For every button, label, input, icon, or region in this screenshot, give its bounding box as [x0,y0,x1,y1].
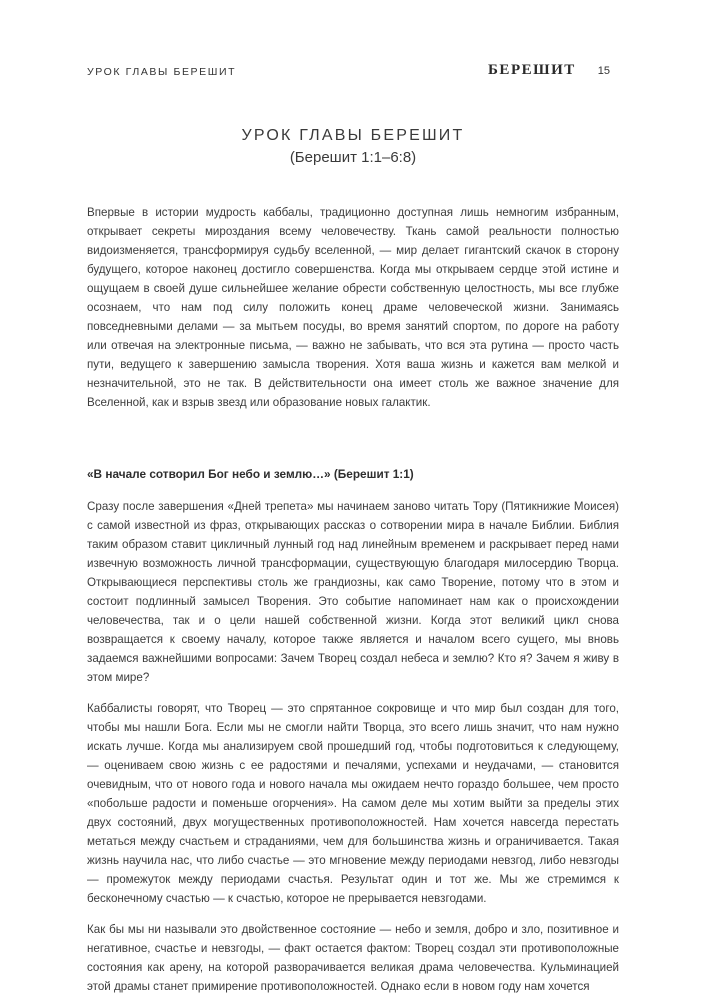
body-paragraph: Сразу после завершения «Дней трепета» мы начинаем заново читать Тору (Пятикнижие Моисея) с самой известной из фраз, открывающих рассказ о сотворении мира в начале Библии. Библия таким образом ставит цикличный лунный год над линейным временем и раскрывает перед нами извечную возможность личной трансформации, существующую благодаря милосердию Творца. Открывающиеся перспективы столь же грандиозны, как само Творение, потому что в этом и состоит подлинный замысел Творения. Это событие напоминает нам как о происхождении человечества, так и о цели нашей собственной жизни. Когда этот великий цикл снова возвращается к своему началу, которое также является и началом всего сущего, мы вновь задаемся важнейшими вопросами: Зачем Творец создал небеса и землю? Кто я? Зачем я живу в этом мире? [87,500,619,684]
chapter-title: УРОК ГЛАВЫ БЕРЕШИТ [241,127,465,144]
book-title: БЕРЕШИТ [488,62,576,78]
header-right [488,62,610,79]
section-heading: «В начале сотворил Бог небо и землю…» (Берешит 1:1) [87,467,414,481]
section-body [87,497,619,996]
running-header: УРОК ГЛАВЫ БЕРЕШИТ [87,66,237,78]
chapter-heading [0,125,706,169]
page-number: 15 [597,65,610,77]
body-paragraph: Каббалисты говорят, что Творец — это спрятанное сокровище и что мир был создан для того, чтобы мы нашли Бога. Если мы не смогли найти Творца, это всего лишь значит, что нам нужно искать лучше. Когда мы анализируем свой прошедший год, чтобы подготовиться к следующему, — оцениваем свою жизнь с ее радостями и печалями, успехами и неудачами, — становится очевидным, что от нового года и нового начала мы ожидаем нечто гораздо большее, чем просто «побольше радости и поменьше огорчения». На самом деле мы хотим выйти за пределы этих двух состояний, двух могущественных противоположностей. Нам хочется навсегда перестать метаться между счастьем и страданиями, чем для большинства жизнь и ограничивается. Такая жизнь научила нас, что либо счастье — это мгновение между периодами невзгод, либо невзгоды — промежуток между периодами счастья. Результат один и тот же. Мы же стремимся к бесконечному счастью — к счастью, которое не прерывается невзгодами. [87,702,619,905]
body-paragraph: Как бы мы ни называли это двойственное состояние — небо и земля, добро и зло, позитивное и негативное, счастье и невзгоды, — факт остается фактом: Творец создал эти противоположные состояния как арену, на которой разворачивается великая драма человечества. Кульминацией этой драмы станет примирение противоположностей. Однако если в новом году нам хочется [87,923,619,993]
intro-text [87,203,619,412]
intro-paragraph: Впервые в истории мудрость каббалы, традиционно доступная лишь немногим избранным, открывает секреты мироздания всему человечеству. Ткань самой реальности полностью видоизменяется, трансформируя судьбу вселенной, — мир делает гигантский скачок в сторону будущего, которое наконец достигло совершенства. Когда мы открываем сердце этой истине и ощущаем в своей душе сильнейшее желание обрести собственную целостность, мы все глубже осознаем, что нам под силу положить конец драме человеческой жизни. Занимаясь повседневными делами — за мытьем посуды, во время занятий спортом, по дороге на работу или отвечая на электронные письма, — важно не забывать, что вся эта рутина — просто часть пути, ведущего к завершению замысла творения. Хотя ваша жизнь и кажется вам мелкой и незначительной, это не так. В действительности она имеет столь же важное значение для Вселенной, как и взрыв звезд или образование новых галактик. [87,206,619,409]
chapter-subtitle: (Берешит 1:1–6:8) [289,149,417,166]
